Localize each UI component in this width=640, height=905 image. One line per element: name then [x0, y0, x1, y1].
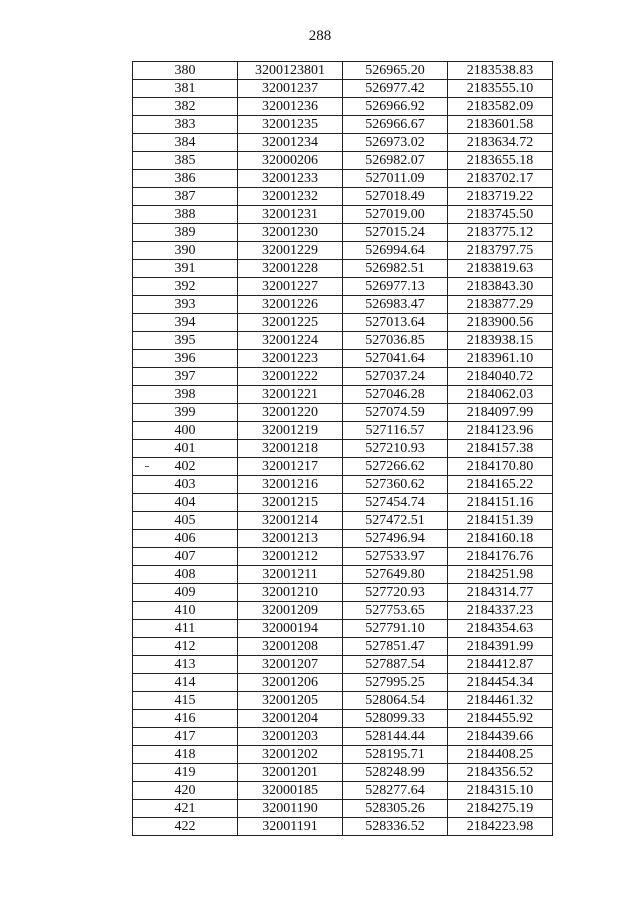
point-id-cell: 32001216	[238, 476, 343, 494]
point-number-cell: 384	[133, 134, 238, 152]
point-number-cell: 411	[133, 620, 238, 638]
point-id-cell: 32001218	[238, 440, 343, 458]
y-coordinate-cell: 2183601.58	[448, 116, 553, 134]
point-number-cell: 385	[133, 152, 238, 170]
y-coordinate-cell: 2183582.09	[448, 98, 553, 116]
table-row	[133, 386, 553, 404]
point-number-cell: 380	[133, 62, 238, 80]
table-row	[133, 134, 553, 152]
point-number-cell: 400	[133, 422, 238, 440]
point-id-cell: 32001234	[238, 134, 343, 152]
point-id-cell: 32000206	[238, 152, 343, 170]
point-id-cell: 32001205	[238, 692, 343, 710]
y-coordinate-cell: 2183877.29	[448, 296, 553, 314]
point-id-cell: 32001230	[238, 224, 343, 242]
table-row	[133, 278, 553, 296]
point-id-cell: 32001215	[238, 494, 343, 512]
point-number-cell: 410	[133, 602, 238, 620]
table-row	[133, 170, 553, 188]
point-id-cell: 32001209	[238, 602, 343, 620]
table-row	[133, 188, 553, 206]
y-coordinate-cell: 2184151.16	[448, 494, 553, 512]
table-row	[133, 800, 553, 818]
table-row	[133, 422, 553, 440]
x-coordinate-cell: 526982.51	[343, 260, 448, 278]
point-id-cell: 32001224	[238, 332, 343, 350]
table-row	[133, 566, 553, 584]
y-coordinate-cell: 2184412.87	[448, 656, 553, 674]
point-id-cell: 32001237	[238, 80, 343, 98]
point-id-cell: 32001210	[238, 584, 343, 602]
table-row	[133, 656, 553, 674]
x-coordinate-cell: 527019.00	[343, 206, 448, 224]
point-number-cell: 422	[133, 818, 238, 836]
page-number: 288	[308, 28, 332, 44]
point-id-cell: 32001204	[238, 710, 343, 728]
point-number-cell: 415	[133, 692, 238, 710]
point-id-cell: 32001229	[238, 242, 343, 260]
y-coordinate-cell: 2183634.72	[448, 134, 553, 152]
x-coordinate-cell: 527116.57	[343, 422, 448, 440]
y-coordinate-cell: 2184151.39	[448, 512, 553, 530]
table-row	[133, 512, 553, 530]
point-number-cell: 396	[133, 350, 238, 368]
x-coordinate-cell: 527454.74	[343, 494, 448, 512]
x-coordinate-cell: 526966.67	[343, 116, 448, 134]
point-number-cell: 406	[133, 530, 238, 548]
point-number-cell: 388	[133, 206, 238, 224]
x-coordinate-cell: 527887.54	[343, 656, 448, 674]
point-id-cell: 32001236	[238, 98, 343, 116]
x-coordinate-cell: 527360.62	[343, 476, 448, 494]
table-row	[133, 548, 553, 566]
y-coordinate-cell: 2184454.34	[448, 674, 553, 692]
y-coordinate-cell: 2184337.23	[448, 602, 553, 620]
point-id-cell: 32001190	[238, 800, 343, 818]
y-coordinate-cell: 2184408.25	[448, 746, 553, 764]
table-row	[133, 782, 553, 800]
point-number-cell: 421	[133, 800, 238, 818]
y-coordinate-cell: 2183797.75	[448, 242, 553, 260]
y-coordinate-cell: 2184062.03	[448, 386, 553, 404]
x-coordinate-cell: 527496.94	[343, 530, 448, 548]
y-coordinate-cell: 2184315.10	[448, 782, 553, 800]
x-coordinate-cell: 528099.33	[343, 710, 448, 728]
table-row	[133, 440, 553, 458]
x-coordinate-cell: 528144.44	[343, 728, 448, 746]
point-id-cell: 3200123801	[238, 62, 343, 80]
point-number-cell: 413	[133, 656, 238, 674]
point-id-cell: 32001222	[238, 368, 343, 386]
x-coordinate-cell: 528195.71	[343, 746, 448, 764]
y-coordinate-cell: 2184160.18	[448, 530, 553, 548]
point-number-cell: 409	[133, 584, 238, 602]
point-number-cell: 405	[133, 512, 238, 530]
point-number-cell: 408	[133, 566, 238, 584]
point-id-cell: 32001220	[238, 404, 343, 422]
point-number-cell: 420	[133, 782, 238, 800]
x-coordinate-cell: 527210.93	[343, 440, 448, 458]
point-number-cell: 414	[133, 674, 238, 692]
y-coordinate-cell: 2183843.30	[448, 278, 553, 296]
x-coordinate-cell: 526966.92	[343, 98, 448, 116]
point-id-cell: 32001208	[238, 638, 343, 656]
y-coordinate-cell: 2183702.17	[448, 170, 553, 188]
point-number-cell: 412	[133, 638, 238, 656]
point-number-cell: 407	[133, 548, 238, 566]
table-row	[133, 710, 553, 728]
x-coordinate-cell: 527037.24	[343, 368, 448, 386]
x-coordinate-cell: 527753.65	[343, 602, 448, 620]
x-coordinate-cell: 528064.54	[343, 692, 448, 710]
x-coordinate-cell: 527995.25	[343, 674, 448, 692]
x-coordinate-cell: 528336.52	[343, 818, 448, 836]
table-row	[133, 476, 553, 494]
table-row	[133, 638, 553, 656]
point-id-cell: 32001211	[238, 566, 343, 584]
point-id-cell: 32000185	[238, 782, 343, 800]
point-id-cell: 32001226	[238, 296, 343, 314]
point-number-cell: 393	[133, 296, 238, 314]
table-row	[133, 764, 553, 782]
point-id-cell: 32001233	[238, 170, 343, 188]
point-number-cell: 398	[133, 386, 238, 404]
y-coordinate-cell: 2183961.10	[448, 350, 553, 368]
y-coordinate-cell: 2183938.15	[448, 332, 553, 350]
x-coordinate-cell: 526983.47	[343, 296, 448, 314]
point-id-cell: 32001227	[238, 278, 343, 296]
y-coordinate-cell: 2184251.98	[448, 566, 553, 584]
y-coordinate-cell: 2183745.50	[448, 206, 553, 224]
y-coordinate-cell: 2184123.96	[448, 422, 553, 440]
x-coordinate-cell: 528277.64	[343, 782, 448, 800]
table-row	[133, 530, 553, 548]
x-coordinate-cell: 528248.99	[343, 764, 448, 782]
x-coordinate-cell: 527533.97	[343, 548, 448, 566]
point-id-cell: 32001235	[238, 116, 343, 134]
table-row	[133, 728, 553, 746]
y-coordinate-cell: 2184439.66	[448, 728, 553, 746]
y-coordinate-cell: 2183775.12	[448, 224, 553, 242]
y-coordinate-cell: 2184157.38	[448, 440, 553, 458]
y-coordinate-cell: 2184165.22	[448, 476, 553, 494]
point-number-cell: 397	[133, 368, 238, 386]
x-coordinate-cell: 527720.93	[343, 584, 448, 602]
y-coordinate-cell: 2184170.80	[448, 458, 553, 476]
point-id-cell: 32001231	[238, 206, 343, 224]
x-coordinate-cell: 526977.42	[343, 80, 448, 98]
point-id-cell: 32001207	[238, 656, 343, 674]
point-id-cell: 32001201	[238, 764, 343, 782]
y-coordinate-cell: 2184354.63	[448, 620, 553, 638]
point-number-cell: 402	[133, 458, 238, 476]
point-number-cell: 401	[133, 440, 238, 458]
x-coordinate-cell: 526982.07	[343, 152, 448, 170]
table-row	[133, 62, 553, 80]
y-coordinate-cell: 2183555.10	[448, 80, 553, 98]
table-row	[133, 746, 553, 764]
table-row	[133, 152, 553, 170]
table-row	[133, 818, 553, 836]
table-row	[133, 494, 553, 512]
point-number-cell: 392	[133, 278, 238, 296]
y-coordinate-cell: 2183900.56	[448, 314, 553, 332]
x-coordinate-cell: 526994.64	[343, 242, 448, 260]
y-coordinate-cell: 2184097.99	[448, 404, 553, 422]
point-number-cell: 382	[133, 98, 238, 116]
point-number-cell: 381	[133, 80, 238, 98]
point-id-cell: 32001228	[238, 260, 343, 278]
point-id-cell: 32001202	[238, 746, 343, 764]
point-id-cell: 32001219	[238, 422, 343, 440]
point-number-cell: 386	[133, 170, 238, 188]
y-coordinate-cell: 2183538.83	[448, 62, 553, 80]
y-coordinate-cell: 2183655.18	[448, 152, 553, 170]
y-coordinate-cell: 2184314.77	[448, 584, 553, 602]
table-row	[133, 296, 553, 314]
point-number-cell: 418	[133, 746, 238, 764]
point-id-cell: 32000194	[238, 620, 343, 638]
point-id-cell: 32001221	[238, 386, 343, 404]
point-id-cell: 32001203	[238, 728, 343, 746]
table-row	[133, 620, 553, 638]
x-coordinate-cell: 527649.80	[343, 566, 448, 584]
x-coordinate-cell: 526977.13	[343, 278, 448, 296]
x-coordinate-cell: 527266.62	[343, 458, 448, 476]
x-coordinate-cell: 526965.20	[343, 62, 448, 80]
table-row	[133, 242, 553, 260]
x-coordinate-cell: 527013.64	[343, 314, 448, 332]
table-row	[133, 80, 553, 98]
table-row	[133, 260, 553, 278]
table-row	[133, 350, 553, 368]
y-coordinate-cell: 2184461.32	[448, 692, 553, 710]
table-row	[133, 206, 553, 224]
point-number-cell: 403	[133, 476, 238, 494]
x-coordinate-cell: 528305.26	[343, 800, 448, 818]
point-number-cell: 399	[133, 404, 238, 422]
table-row	[133, 314, 553, 332]
point-number-cell: 419	[133, 764, 238, 782]
x-coordinate-cell: 527046.28	[343, 386, 448, 404]
point-number-cell: 394	[133, 314, 238, 332]
y-coordinate-cell: 2183819.63	[448, 260, 553, 278]
point-number-cell: 404	[133, 494, 238, 512]
table-row	[133, 692, 553, 710]
x-coordinate-cell: 526973.02	[343, 134, 448, 152]
point-id-cell: 32001217	[238, 458, 343, 476]
point-number-cell: 387	[133, 188, 238, 206]
y-coordinate-cell: 2184223.98	[448, 818, 553, 836]
table-row	[133, 602, 553, 620]
x-coordinate-cell: 527041.64	[343, 350, 448, 368]
point-number-cell: 416	[133, 710, 238, 728]
point-id-cell: 32001232	[238, 188, 343, 206]
table-row	[133, 404, 553, 422]
table-body	[133, 62, 553, 836]
y-coordinate-cell: 2183719.22	[448, 188, 553, 206]
point-number-cell: 417	[133, 728, 238, 746]
point-id-cell: 32001214	[238, 512, 343, 530]
point-id-cell: 32001223	[238, 350, 343, 368]
point-id-cell: 32001225	[238, 314, 343, 332]
table-row	[133, 368, 553, 386]
x-coordinate-cell: 527015.24	[343, 224, 448, 242]
point-number-cell: 395	[133, 332, 238, 350]
x-coordinate-cell: 527472.51	[343, 512, 448, 530]
x-coordinate-cell: 527851.47	[343, 638, 448, 656]
table-row	[133, 224, 553, 242]
table-row	[133, 98, 553, 116]
table-row	[133, 584, 553, 602]
point-id-cell: 32001212	[238, 548, 343, 566]
y-coordinate-cell: 2184391.99	[448, 638, 553, 656]
table-row	[133, 332, 553, 350]
point-number-cell: 391	[133, 260, 238, 278]
y-coordinate-cell: 2184040.72	[448, 368, 553, 386]
y-coordinate-cell: 2184176.76	[448, 548, 553, 566]
x-coordinate-cell: 527791.10	[343, 620, 448, 638]
point-number-cell: 383	[133, 116, 238, 134]
point-number-cell: 389	[133, 224, 238, 242]
x-coordinate-cell: 527036.85	[343, 332, 448, 350]
table-row	[133, 674, 553, 692]
point-id-cell: 32001206	[238, 674, 343, 692]
x-coordinate-cell: 527011.09	[343, 170, 448, 188]
y-coordinate-cell: 2184455.92	[448, 710, 553, 728]
table-row	[133, 458, 553, 476]
point-number-cell: 390	[133, 242, 238, 260]
point-id-cell: 32001213	[238, 530, 343, 548]
point-id-cell: 32001191	[238, 818, 343, 836]
x-coordinate-cell: 527074.59	[343, 404, 448, 422]
coordinates-table	[132, 61, 553, 836]
y-coordinate-cell: 2184275.19	[448, 800, 553, 818]
x-coordinate-cell: 527018.49	[343, 188, 448, 206]
y-coordinate-cell: 2184356.52	[448, 764, 553, 782]
table-row	[133, 116, 553, 134]
